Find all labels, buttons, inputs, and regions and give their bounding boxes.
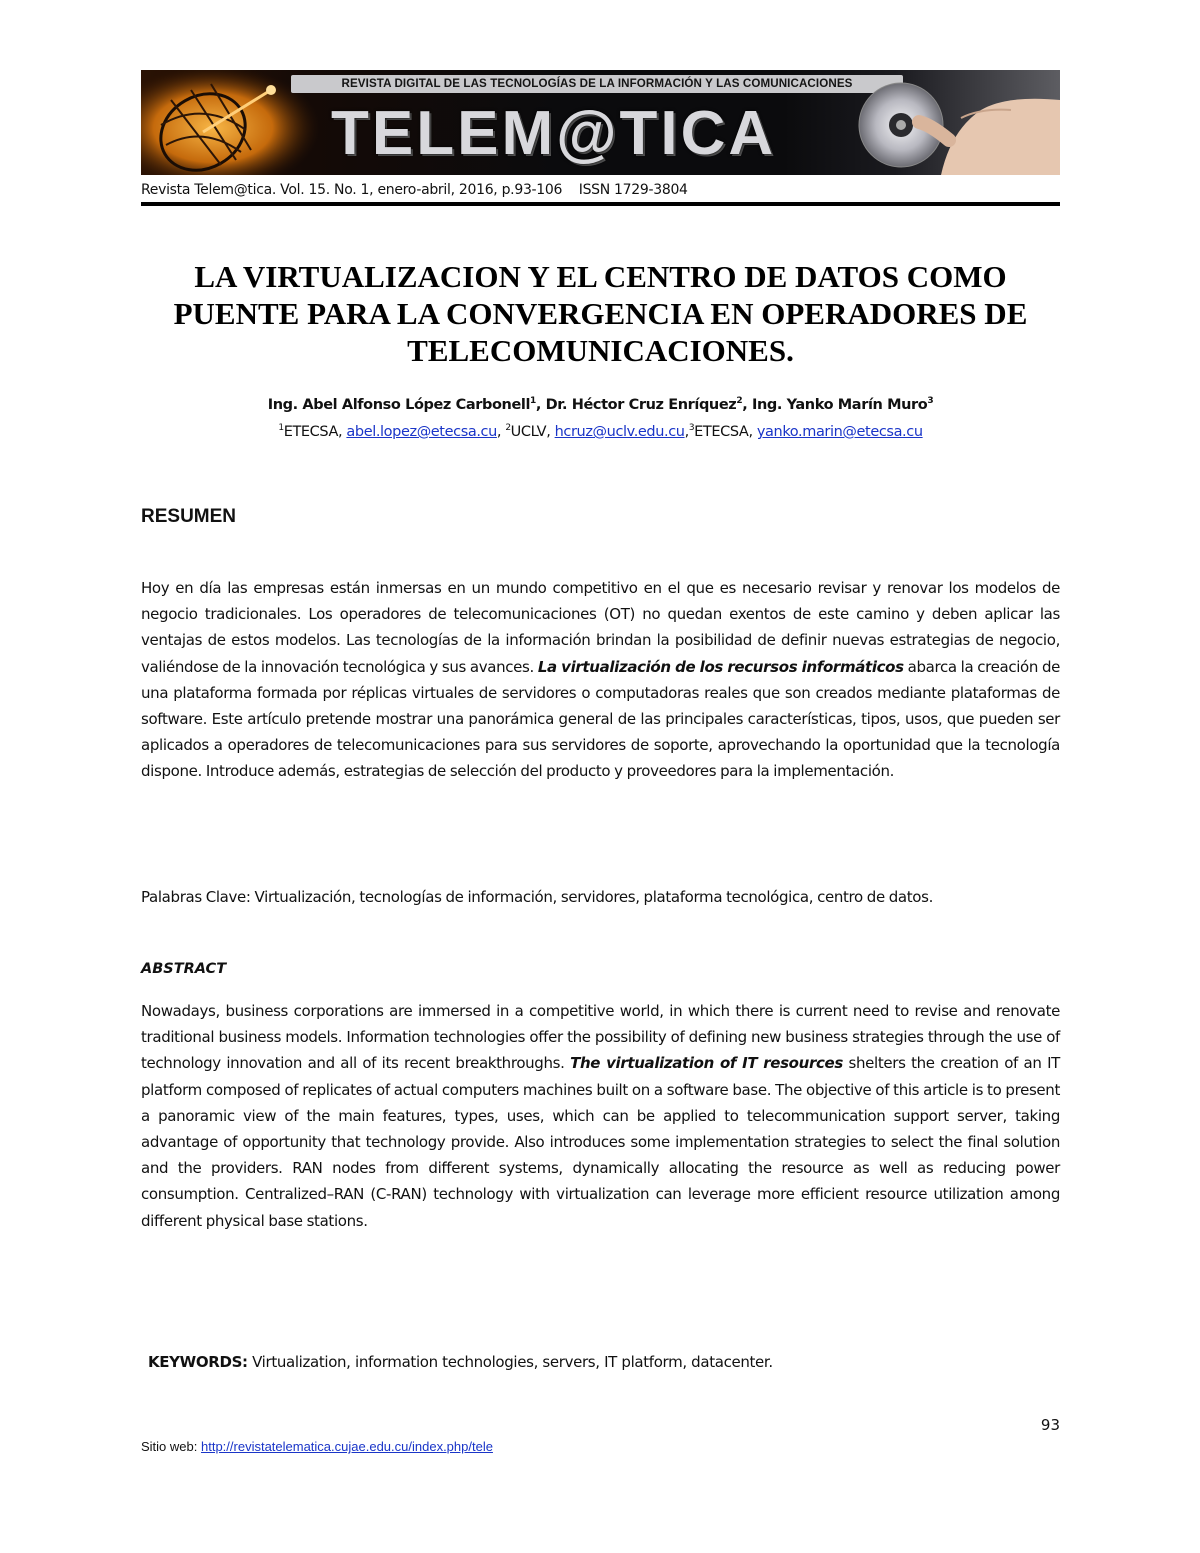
footer-site-link[interactable]: http://revistatelematica.cujae.edu.cu/index.php/tele (200, 1439, 493, 1454)
journal-banner (141, 70, 1060, 175)
journal-issn: ISSN 1729-3804 (578, 182, 688, 198)
abstract-emphasis: The virtualization of IT resources (570, 1054, 843, 1073)
footer-site (141, 1437, 493, 1457)
affiliation-org: ETECSA, (694, 424, 757, 440)
abstract-heading: ABSTRACT (141, 961, 227, 977)
journal-citation-line (141, 179, 1060, 201)
affiliation-org: UCLV, (510, 424, 555, 440)
affiliation-org: ETECSA, (283, 424, 347, 440)
banner-title: TELEM@TICA (331, 99, 777, 168)
affiliation-list (141, 421, 1060, 443)
footer-site-label: Sitio web: (141, 1439, 201, 1454)
author-affiliation-marker: 3 (927, 396, 934, 406)
author-separator: , (535, 397, 546, 413)
author-email-link[interactable]: yanko.marin@etecsa.cu (756, 424, 923, 440)
author-email-link[interactable]: abel.lopez@etecsa.cu (346, 424, 497, 440)
affiliation-marker: 2 (505, 423, 511, 433)
resumen-text: abarca la creación de una plataforma formada por réplicas virtuales de servidores o computadoras reales que son creados mediante plataformas de software. Este artículo pretende mostrar una panorámica general de las principales características, tipos, usos, que pueden ser aplicados a operadores de telecomunicaciones para sus servidores de soporte, aprovechando la oportunidad que la tecnología dispone. Introduce además, estrategias de selección del producto y proveedores para la implementación. (141, 657, 1060, 781)
resumen-paragraph (141, 575, 1060, 785)
affiliation-marker: 3 (688, 423, 695, 433)
page-number: 93 (1040, 1416, 1060, 1434)
abstract-paragraph (141, 998, 1060, 1234)
author-affiliation-marker: 2 (736, 396, 743, 406)
header-rule (141, 202, 1060, 206)
keywords-label: KEYWORDS: (148, 1353, 248, 1371)
resumen-heading: RESUMEN (141, 506, 237, 527)
author-separator: , (742, 397, 752, 413)
abstract-text: shelters the creation of an IT platform composed of replicates of actual computers machines built on a software base. The objective of this article is to present a panoramic view of the main features, types, uses, which can be applied to telecommunication support server, taking advantage of opportunity that technology provide. Also introduces some implementation strategies to select the final solution and the providers. RAN nodes from different systems, dynamically allocating the resource as well as reducing power consumption. Centralized–RAN (C-RAN) technology with virtualization can leverage more efficient resource utilization among different physical base stations. (141, 1054, 1060, 1230)
affiliation-separator: , (496, 424, 506, 440)
author-email-link[interactable]: hcruz@uclv.edu.cu (554, 424, 685, 440)
compact-disc-icon (831, 70, 1060, 175)
resumen-text: Hoy en día las empresas están inmersas en un mundo competitivo en el que es necesario revisar y renovar los modelos de negocio tradicionales. Los operadores de telecomunicaciones (OT) no quedan exentos de este camino y deben aplicar las ventajas de estos modelos. Las tecnologías de la información brindan la posibilidad de definir nuevas estrategias de negocio, valiéndose de la innovación tecnológica y sus avances. (141, 579, 1060, 676)
author-name: Ing. Abel Alfonso López Carbonell (267, 397, 531, 413)
resumen-emphasis: La virtualización de los recursos informáticos (537, 657, 904, 676)
keywords-line (148, 1349, 1060, 1375)
author-name: Ing. Yanko Marín Muro (751, 397, 928, 413)
journal-citation: Revista Telem@tica. Vol. 15. No. 1, enero-abril, 2016, p.93-106 (141, 182, 563, 198)
author-name: Dr. Héctor Cruz Enríquez (545, 397, 737, 413)
banner-subtitle: REVISTA DIGITAL DE LAS TECNOLOGÍAS DE LA INFORMACIÓN Y LAS COMUNICACIONES (341, 77, 853, 90)
palabras-clave-paragraph: Palabras Clave: Virtualización, tecnologías de información, servidores, plataforma tecnológica, centro de datos. (141, 888, 933, 906)
author-affiliation-marker: 1 (530, 396, 536, 406)
affiliation-marker: 1 (278, 423, 284, 433)
affiliation-separator: , (684, 424, 689, 440)
author-list (141, 394, 1060, 416)
paper-title: LA VIRTUALIZACION Y EL CENTRO DE DATOS COMO PUENTE PARA LA CONVERGENCIA EN OPERADORES DE TELECOMUNICACIONES. (173, 259, 1028, 368)
keywords-text: Virtualization, information technologies, servers, IT platform, datacenter. (247, 1353, 773, 1371)
abstract-text: Nowadays, business corporations are immersed in a competitive world, in which there is current need to revise and renovate traditional business models. Information technologies offer the possibility of defining new business strategies through the use of technology innovation and all of its recent breakthroughs. (141, 1002, 1060, 1073)
